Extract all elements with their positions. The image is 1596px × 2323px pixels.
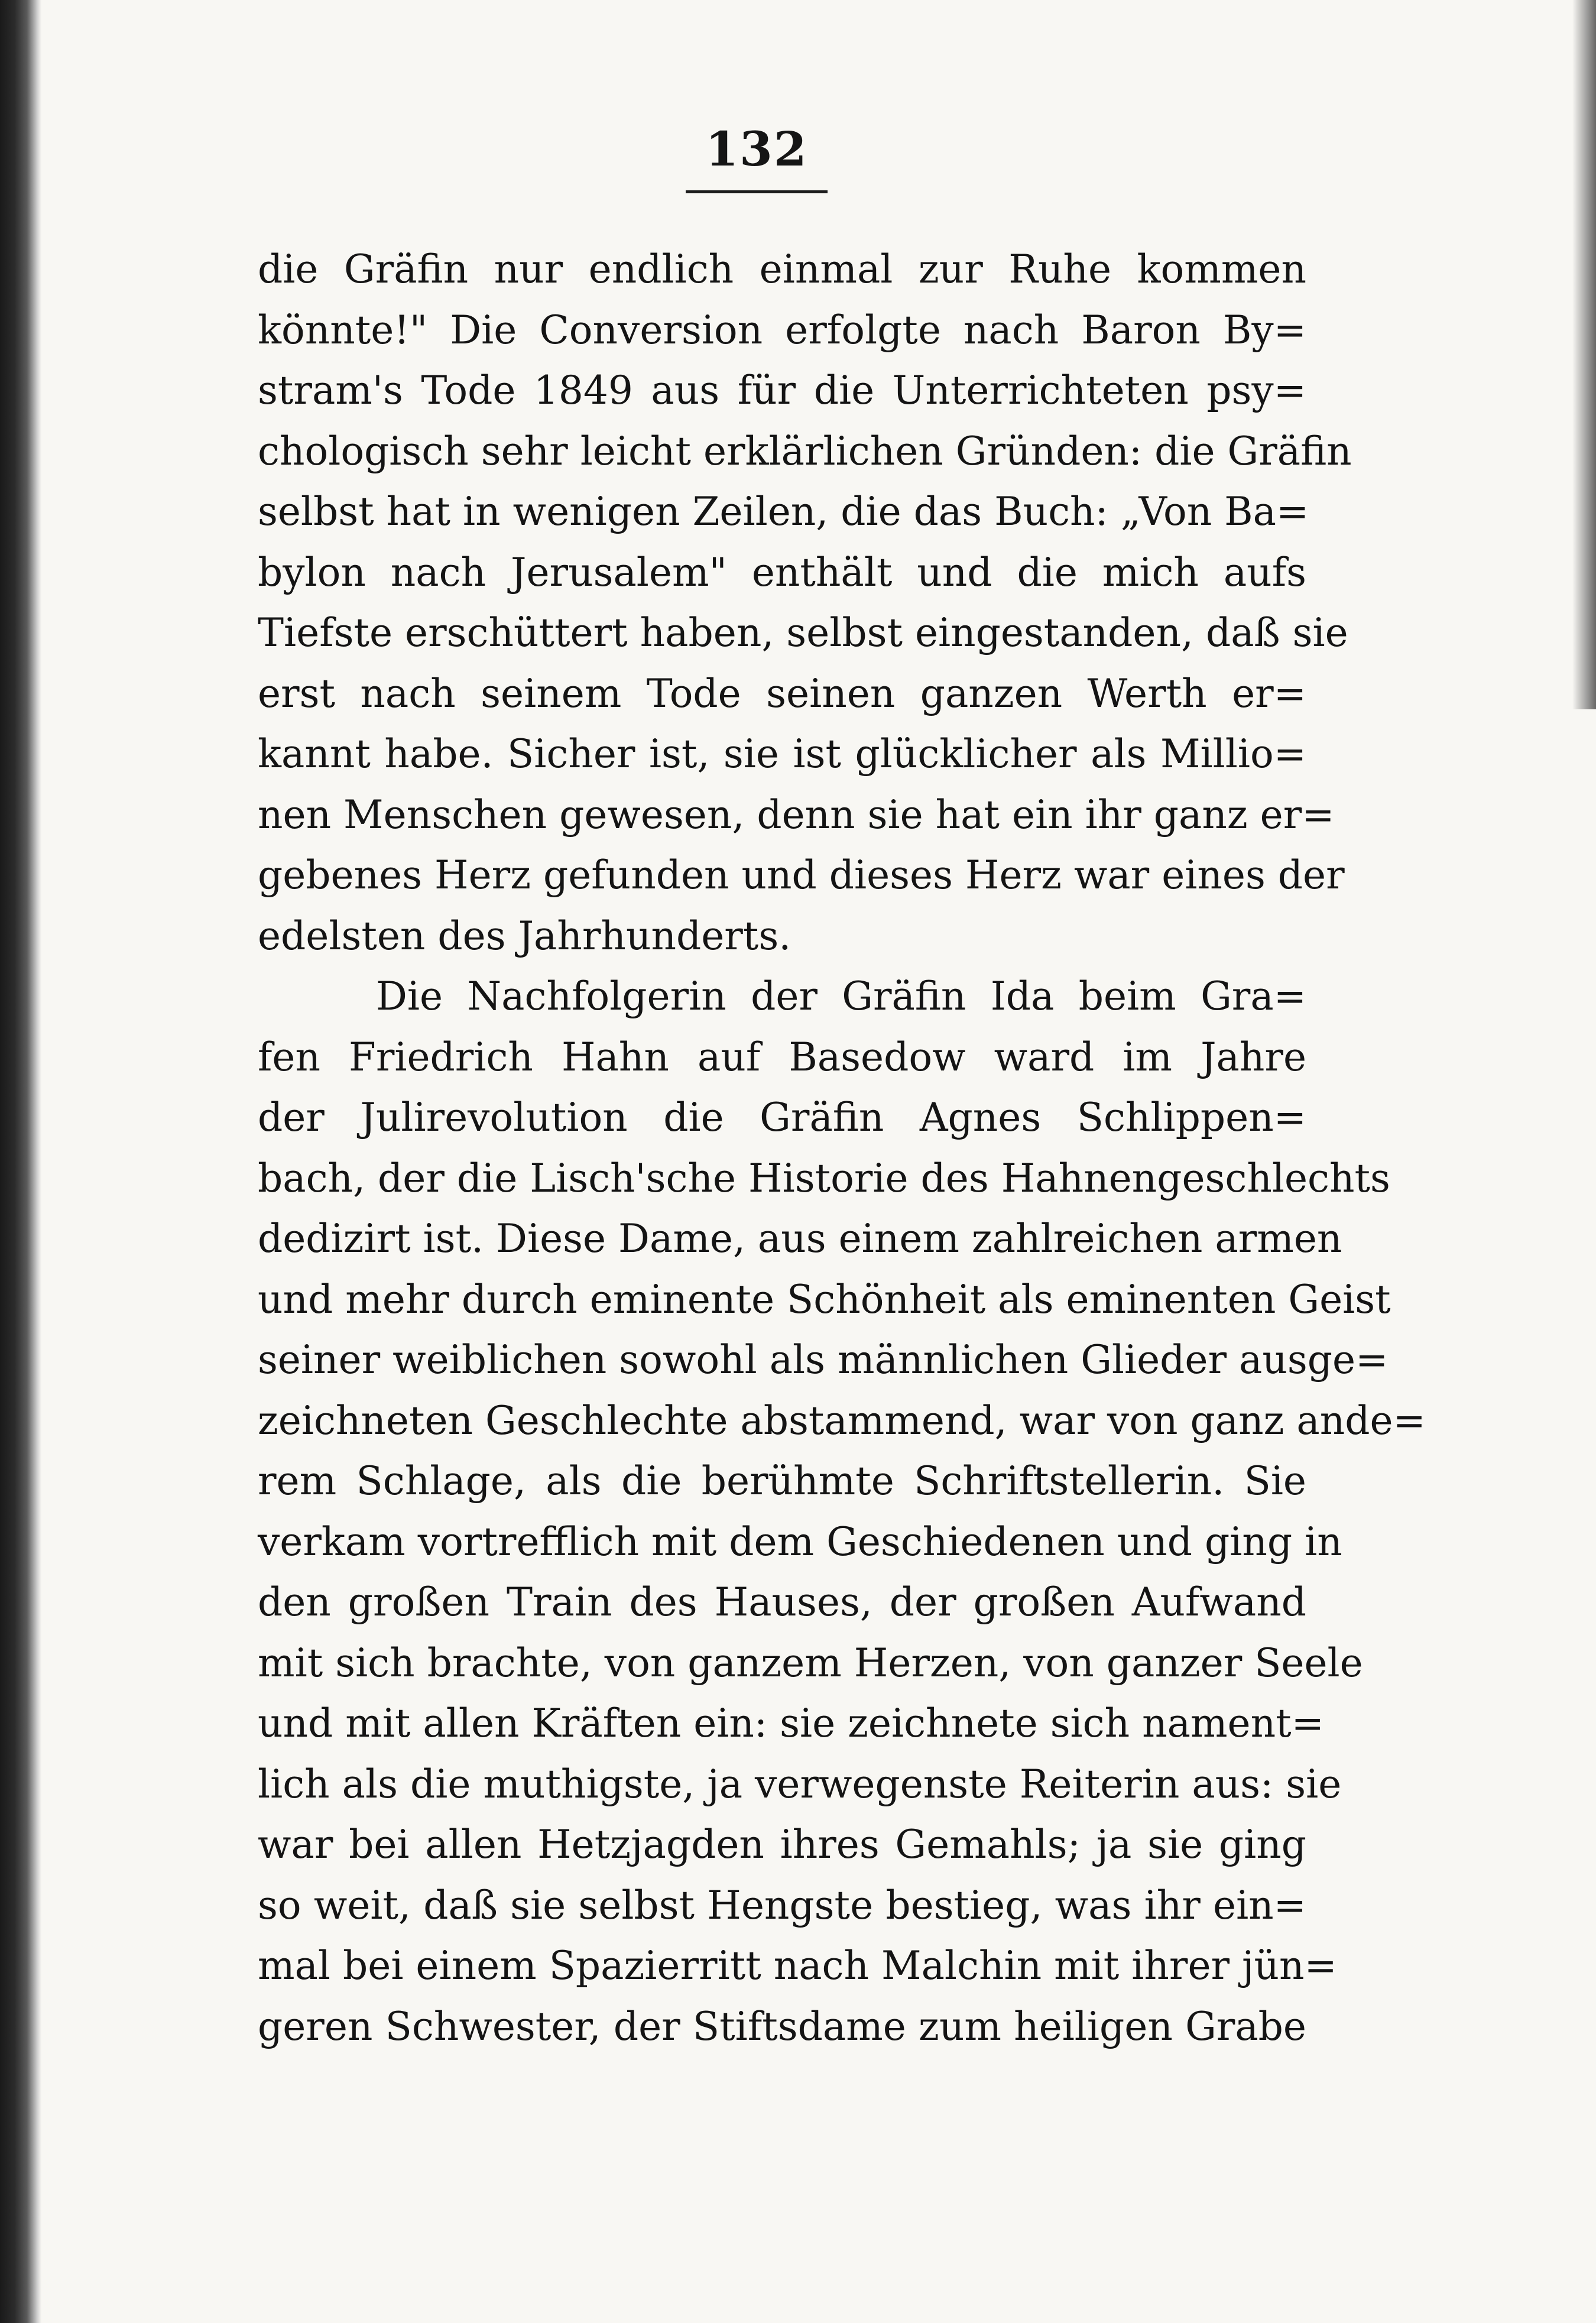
text-line: so weit, daß sie selbst Hengste bestieg, was ihr ein=	[258, 1882, 1306, 1928]
text-line-paragraph-end: edelsten des Jahrhunderts.	[258, 913, 791, 959]
text-line: mal bei einem Spazierritt nach Malchin mit ihrer jün=	[258, 1943, 1337, 1988]
text-line: die Gräfin nur endlich einmal zur Ruhe kommen	[258, 246, 1306, 292]
text-line: chologisch sehr leicht erklärlichen Gründen: die Gräfin	[258, 428, 1352, 474]
text-line: bach, der die Lisch'sche Historie des Hahnengeschlechts	[258, 1155, 1390, 1201]
text-line: mit sich brachte, von ganzem Herzen, von ganzer Seele	[258, 1640, 1363, 1686]
text-line: Tiefste erschüttert haben, selbst eingestanden, daß sie	[258, 610, 1348, 656]
text-line: stram's Tode 1849 aus für die Unterrichteten psy=	[258, 368, 1306, 413]
page-number: 132	[705, 121, 808, 177]
text-line-paragraph-start: Die Nachfolgerin der Gräfin Ida beim Gra=	[376, 974, 1306, 1019]
text-line: bylon nach Jerusalem" enthält und die mich aufs	[258, 549, 1306, 595]
scan-binding-shadow-left	[0, 0, 41, 2323]
text-line: dedizirt ist. Diese Dame, aus einem zahlreichen armen	[258, 1216, 1342, 1261]
text-line: geren Schwester, der Stiftsdame zum heiligen Grabe	[258, 2003, 1306, 2049]
text-line: selbst hat in wenigen Zeilen, die das Buch: „Von Ba=	[258, 489, 1309, 534]
page-number-rule	[686, 190, 828, 193]
text-line: könnte!" Die Conversion erfolgte nach Baron By=	[258, 307, 1306, 353]
text-line: gebenes Herz gefunden und dieses Herz war eines der	[258, 852, 1345, 898]
text-line: der Julirevolution die Gräfin Agnes Schlippen=	[258, 1095, 1306, 1140]
text-line: rem Schlage, als die berühmte Schriftstellerin. Sie	[258, 1458, 1306, 1504]
body-text	[258, 239, 1426, 2057]
text-line: und mit allen Kräften ein: sie zeichnete sich nament=	[258, 1701, 1324, 1746]
text-line: war bei allen Hetzjagden ihres Gemahls; ja sie ging	[258, 1822, 1306, 1867]
scan-shadow-right	[1572, 0, 1596, 709]
text-line: nen Menschen gewesen, denn sie hat ein ihr ganz er=	[258, 791, 1335, 838]
text-line: seiner weiblichen sowohl als männlichen Glieder ausge=	[258, 1337, 1389, 1383]
text-line: erst nach seinem Tode seinen ganzen Werth er=	[258, 670, 1306, 716]
text-line: und mehr durch eminente Schönheit als eminenten Geist	[258, 1276, 1391, 1322]
text-line: fen Friedrich Hahn auf Basedow ward im Jahre	[258, 1034, 1306, 1080]
text-line: verkam vortrefflich mit dem Geschiedenen und ging in	[258, 1519, 1342, 1565]
text-line: zeichneten Geschlechte abstammend, war von ganz ande=	[258, 1397, 1426, 1443]
text-line: kannt habe. Sicher ist, sie ist glücklicher als Millio=	[258, 731, 1306, 777]
text-line: lich als die muthigste, ja verwegenste Reiterin aus: sie	[258, 1761, 1342, 1807]
text-line: den großen Train des Hauses, der großen Aufwand	[258, 1579, 1306, 1625]
